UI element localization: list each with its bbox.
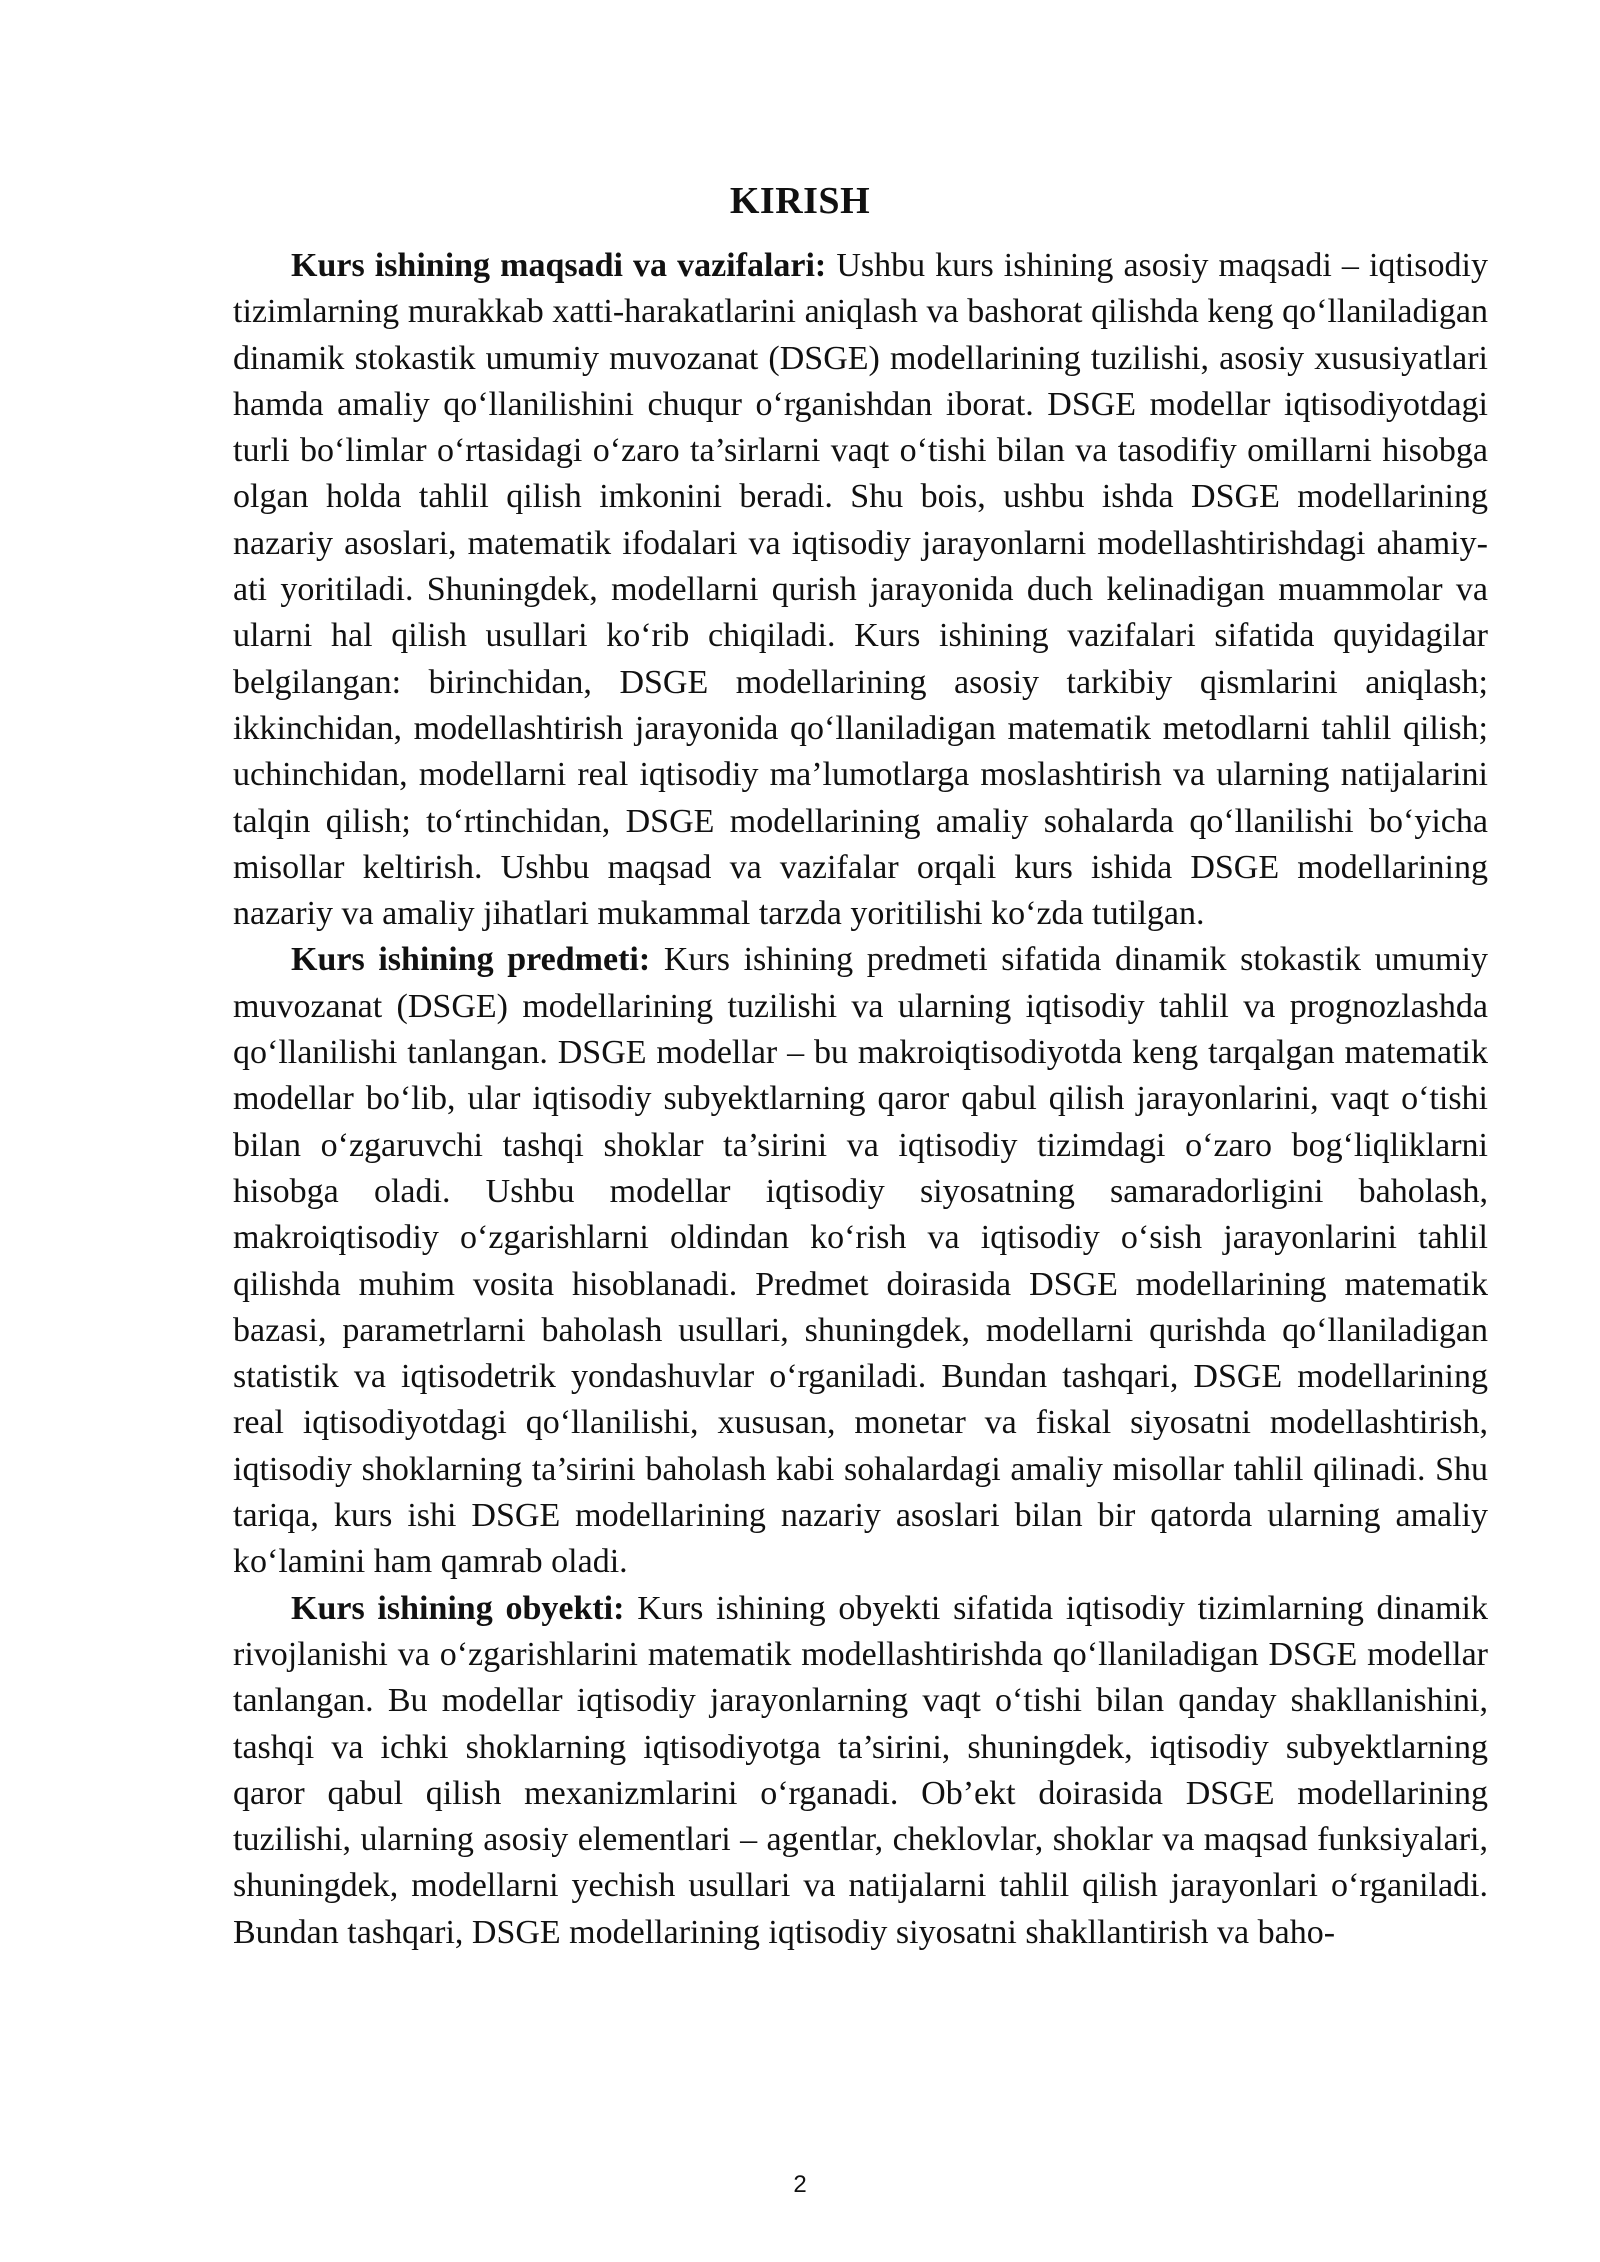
paragraph-aim-and-tasks (233, 243, 1488, 937)
page-title: KIRISH (729, 180, 871, 223)
paragraph-heading-object: Kurs ishining obyekti: (291, 1589, 625, 1627)
paragraph-subject (233, 937, 1488, 1585)
paragraph-text-subject: Kurs ishining predmeti sifatida dinamik stokastik umumiy muvozanat (DSGE) modellarining tuzilishi va ularning iqtisodiy tahlil va prognozlashda qo‘llanilishi tanlangan. DSGE modellar – bu makroiqtisodiyotda keng tarqalgan matematik modellar bo‘lib, ular iqtisodiy subyektlarning qaror qabul qilish jarayonlarini, vaqt o‘tishi bilan o‘zgaruvchi tashqi shoklar ta’sirini va iqtisodiy tizimdagi o‘zaro bog‘liqliklarni hisobga oladi. Ushbu modellar iqtisodiy siyosatning samaradorligini baholash, makroiqtisodiy o‘zgarishlarni oldindan ko‘rish va iqtisodiy o‘sish jarayonlarini tahlil qilishda muhim vosita hisoblanadi. Predmet doirasida DSGE modellarining matematik bazasi, parametrlarni baholash usullari, shuningdek, modellarni qurishda qo‘llaniladigan statistik va iqtisodetrik yondashuvlar o‘rganiladi. Bundan tashqari, DSGE modellarining real iqtisodiyotdagi qo‘llanilishi, xususan, monetar va fiskal siyosatni modellashtirish, iqtisodiy shoklarning ta’sirini baholash kabi sohalardagi amaliy misollar tahlil qilinadi. Shu tariqa, kurs ishi DSGE modellarining nazariy asoslari bilan bir qatorda ularning amaliy ko‘lamini ham qamrab oladi. (233, 941, 1488, 1581)
paragraph-object (233, 1586, 1488, 1956)
page-number: 2 (793, 2171, 807, 2198)
paragraph-heading-subject: Kurs ishining predmeti: (291, 941, 651, 979)
paragraph-text-object: Kurs ishining obyekti sifatida iqtisodiy tizimlarning dinamik rivojlanishi va o‘zgarishlarini matematik modellashtirishda qo‘llaniladigan DSGE modellar tanlangan. Bu modellar iqtisodiy jarayonlarning vaqt o‘tishi bilan qanday shakllanishini, tashqi va ichki shoklarning iqtisodiyotga ta’sirini, shuningdek, iqtisodiy subyektlarning qaror qabul qilish mexanizmlarini o‘rganadi. Ob’ekt doirasida DSGE modellarining tuzilishi, ularning asosiy elementlari – agentlar, cheklovlar, shoklar va maqsad funksiyalari, shuningdek, modellarni yechish usullari va natijalarni tahlil qilish jarayonlari o‘rganiladi. Bundan tashqari, DSGE modellarining iqtisodiy siyosatni shakllantirish va baho- (233, 1589, 1488, 1951)
document-body (233, 243, 1488, 1956)
paragraph-heading-aim: Kurs ishining maqsadi va vazifalari: (291, 247, 827, 284)
paragraph-text-aim: Ushbu kurs ishining asosiy maqsadi – iqtisodiy tizimlarning murakkab xatti-harakatlarini aniqlash va bashorat qilishda keng qo‘llaniladigan dinamik stokastik umumiy muvozanat (DSGE) modellarining tuzilishi, asosiy xususiyatlari hamda amaliy qo‘llanilishini chuqur o‘rganishdan iborat. DSGE modellar iqtisodiyotdagi turli bo‘limlar o‘rtasidagi o‘zaro ta’sirlarni vaqt o‘tishi bilan va tasodifiy omillarni hisobga olgan holda tahlil qilish imkonini beradi. Shu bois, ushbu ishda DSGE modellarining nazariy asoslari, matematik ifodalari va iqtisodiy jarayonlarni modellashtirishdagi ahamiyati yoritiladi. Shuningdek, modellarni qurish jarayonida duch kelinadigan muammolar va ularni hal qilish usullari ko‘rib chiqiladi. Kurs ishining vazifalari sifatida quyidagilar belgilangan: birinchidan, DSGE modellarining asosiy tarkibiy qismlarini aniqlash; ikkinchidan, modellashtirish jarayonida qo‘llaniladigan matematik metodlarni tahlil qilish; uchinchidan, modellarni real iqtisodiy ma’lumotlarga moslashtirish va ularning natijalarini talqin qilish; to‘rtinchidan, DSGE modellarining amaliy sohalarda qo‘llanilishi bo‘yicha misollar keltirish. Ushbu maqsad va vazifalar orqali kurs ishida DSGE modellarining nazariy va amaliy jihatlari mukammal tarzda yoritilishi ko‘zda tutilgan. (233, 247, 1488, 933)
